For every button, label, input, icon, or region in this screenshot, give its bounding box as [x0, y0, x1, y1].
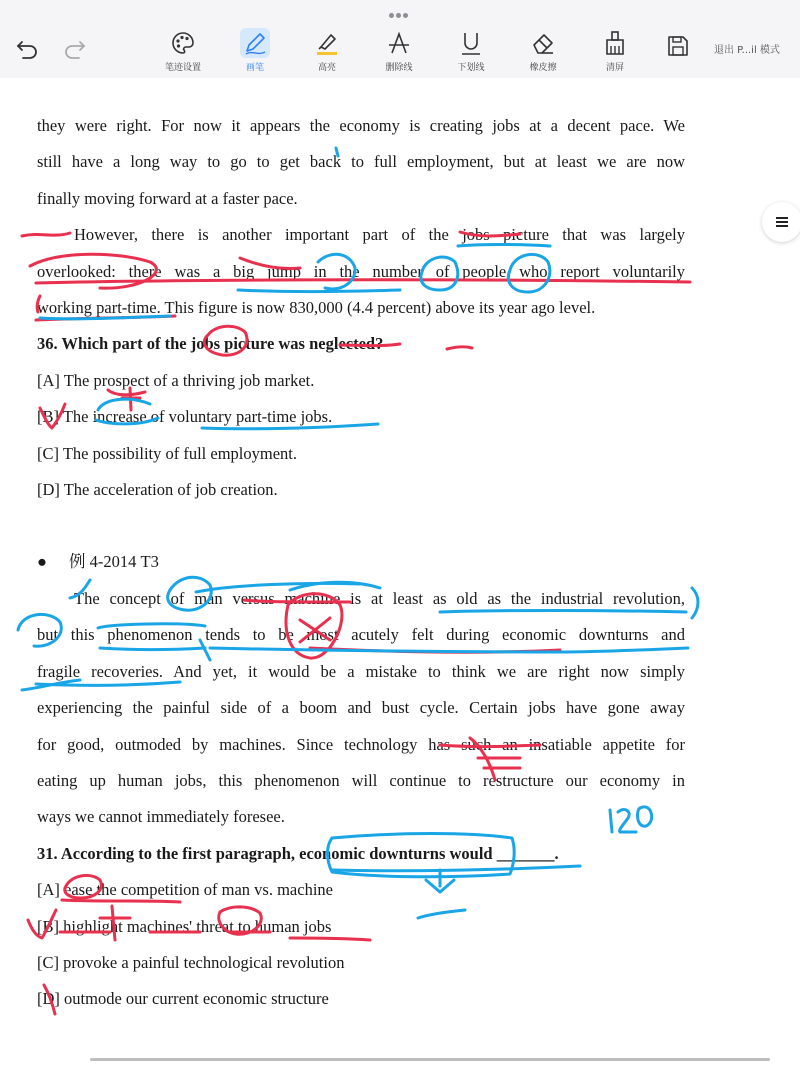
exit-pencil-mode-button[interactable]: 退出 P...il 模式 [714, 45, 780, 56]
eraser-tool-label: 橡皮擦 [529, 63, 557, 73]
passage-line: fragile recoveries. And yet, it would be a mistake to think we are right now simply [37, 661, 685, 681]
option-a: [A] The prospect of a thriving job market. [37, 370, 315, 390]
strikethrough-icon [384, 28, 414, 58]
pen-tool-button[interactable] [223, 28, 287, 74]
highlighter-tool-label: 高亮 [317, 63, 336, 73]
passage-line: they were right. For now it appears the economy is creating jobs at a decent pace. We [37, 116, 685, 135]
palette-icon [168, 28, 198, 58]
strikethrough-tool-label: 删除线 [385, 63, 413, 73]
passage-line: working part-time. This figure is now 830,000 (4.4 percent) above its year ago level. [37, 298, 596, 317]
save-icon[interactable] [666, 34, 690, 58]
clear-screen-label: 清屏 [605, 63, 624, 73]
highlighter-icon [312, 28, 342, 58]
broom-icon [600, 28, 630, 58]
hamburger-menu-icon [775, 216, 789, 228]
passage-line: overlooked: there was a big jump in the number of people who report voluntarily [37, 261, 685, 281]
pen-settings-label: 笔迹设置 [164, 63, 201, 73]
drag-handle-icon[interactable] [389, 5, 411, 11]
redo-arrow-icon[interactable] [62, 34, 88, 60]
side-menu-button[interactable] [762, 202, 800, 242]
option-d: [D] The acceleration of job creation. [37, 480, 278, 499]
passage-line: eating up human jobs, this phenomenon will continue to restructure our economy in [37, 771, 685, 790]
passage-line: for good, outmoded by machines. Since technology has such an insatiable appetite for [37, 734, 685, 754]
passage-line: The concept of man versus machine is at least as old as the industrial revolution, [74, 589, 685, 608]
example-heading [37, 544, 159, 580]
bullet: ● [37, 552, 47, 571]
passage-line: However, there is another important part of the jobs picture that was largely [74, 225, 685, 245]
option-c: [C] provoke a painful technological revolution [37, 953, 345, 972]
option-a: [A] ease the competition of man vs. machine [37, 880, 333, 900]
underline-tool-label: 下划线 [457, 63, 485, 73]
option-c: [C] The possibility of full employment. [37, 443, 298, 463]
highlighter-tool-button[interactable] [295, 28, 359, 74]
question-31: 31. According to the first paragraph, economic downturns would _______. [37, 843, 559, 863]
horizontal-scroll-indicator[interactable] [90, 1058, 770, 1061]
option-b: [B] The increase of voluntary part-time jobs. [37, 407, 333, 427]
passage-line: experiencing the painful side of a boom and bust cycle. Certain jobs have gone away [37, 698, 685, 718]
passage-line: still have a long way to go to get back to full employment, but at least we are now [37, 152, 685, 172]
option-b: [B] highlight machines' threat to human jobs [37, 916, 332, 936]
passage-line: ways we cannot immediately foresee. [37, 807, 285, 827]
passage-line: but this phenomenon tends to be most acutely felt during economic downturns and [37, 625, 685, 645]
undo-arrow-icon[interactable] [14, 34, 40, 60]
pen-icon [240, 28, 270, 58]
annotation-toolbar [0, 0, 800, 78]
eraser-icon [528, 28, 558, 58]
question-36: 36. Which part of the jobs picture was neglected? [37, 334, 384, 354]
passage-line: finally moving forward at a faster pace. [37, 188, 298, 208]
eraser-tool-button[interactable] [511, 28, 575, 74]
example-title: 例 4-2014 T3 [69, 552, 159, 571]
clear-screen-button[interactable] [583, 28, 647, 74]
strikethrough-tool-button[interactable] [367, 28, 431, 74]
underline-icon [456, 28, 486, 58]
option-d: [D] outmode our current economic structure [37, 989, 329, 1009]
pen-settings-button[interactable] [151, 28, 215, 74]
pen-tool-label: 画笔 [245, 63, 264, 73]
underline-tool-button[interactable] [439, 28, 503, 74]
